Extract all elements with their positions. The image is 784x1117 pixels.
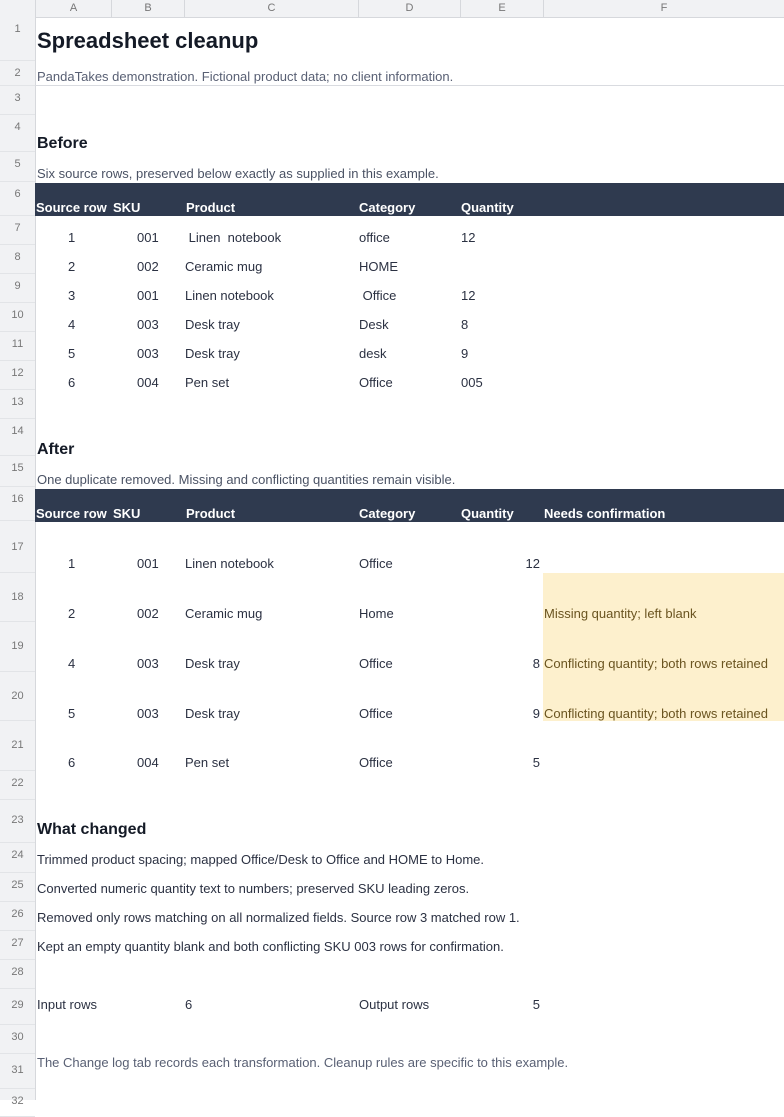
cell-sku[interactable]: 001 xyxy=(137,288,159,303)
row-header[interactable]: 17 xyxy=(0,521,35,573)
section-note-before[interactable]: Six source rows, preserved below exactly as supplied in this example. xyxy=(37,166,439,181)
row-header[interactable]: 2 xyxy=(0,61,35,86)
table-header-before xyxy=(35,183,784,216)
cell-quantity[interactable]: 5 xyxy=(532,755,540,770)
cell-category[interactable]: Home xyxy=(359,606,394,621)
cell-category[interactable]: Office xyxy=(359,288,397,303)
row-header[interactable]: 10 xyxy=(0,303,35,332)
row-header[interactable]: 1 xyxy=(0,17,35,61)
cell-quantity[interactable]: 12 xyxy=(525,556,540,571)
change-line[interactable]: Converted numeric quantity text to numbers; preserved SKU leading zeros. xyxy=(37,881,470,896)
cell-category[interactable]: Office xyxy=(359,556,393,571)
cell-source-row[interactable]: 3 xyxy=(68,288,76,303)
header-product[interactable]: Product xyxy=(186,200,236,215)
cell-quantity[interactable]: 12 xyxy=(461,230,476,245)
header-category[interactable]: Category xyxy=(359,200,416,215)
header-sku[interactable]: SKU xyxy=(113,506,141,521)
cell-source-row[interactable]: 5 xyxy=(68,346,76,361)
cell-product[interactable]: Desk tray xyxy=(185,706,240,721)
output-rows-value[interactable]: 5 xyxy=(532,997,540,1012)
row-header[interactable]: 31 xyxy=(0,1054,35,1089)
cell-source-row[interactable]: 4 xyxy=(68,656,76,671)
section-note-after[interactable]: One duplicate removed. Missing and conflicting quantities remain visible. xyxy=(37,472,456,487)
table-header-after xyxy=(35,489,784,522)
cell-quantity[interactable]: 9 xyxy=(532,706,540,721)
column-header-b[interactable]: B xyxy=(111,0,184,17)
column-header-e[interactable]: E xyxy=(460,0,543,17)
cell-product[interactable]: Desk tray xyxy=(185,317,240,332)
row-header[interactable]: 8 xyxy=(0,245,35,274)
cell-quantity[interactable]: 9 xyxy=(461,346,469,361)
cell-category[interactable]: Office xyxy=(359,706,393,721)
cell-source-row[interactable]: 1 xyxy=(68,230,76,245)
cell-source-row[interactable]: 1 xyxy=(68,556,76,571)
cell-sku[interactable]: 001 xyxy=(137,556,159,571)
cell-sku[interactable]: 002 xyxy=(137,259,159,274)
row-header[interactable]: 26 xyxy=(0,902,35,931)
cell-source-row[interactable]: 2 xyxy=(68,606,76,621)
cell-sku[interactable]: 004 xyxy=(137,755,159,770)
cell-source-row[interactable]: 6 xyxy=(68,375,76,390)
change-line[interactable]: Removed only rows matching on all normalized fields. Source row 3 matched row 1. xyxy=(37,910,520,925)
cell-category[interactable]: Office xyxy=(359,375,393,390)
input-rows-label[interactable]: Input rows xyxy=(37,997,97,1012)
header-source-row[interactable]: Source row xyxy=(36,200,107,215)
cell-category[interactable]: desk xyxy=(359,346,387,361)
row-header[interactable]: 11 xyxy=(0,332,35,361)
confirmation-highlight xyxy=(543,573,784,721)
cell-source-row[interactable]: 5 xyxy=(68,706,76,721)
cell-category[interactable]: Desk xyxy=(359,317,389,332)
title-divider xyxy=(35,85,784,86)
row-header[interactable]: 9 xyxy=(0,274,35,303)
cell-source-row[interactable]: 6 xyxy=(68,755,76,770)
cell-quantity[interactable]: 8 xyxy=(532,656,540,671)
section-heading-what-changed[interactable]: What changed xyxy=(37,821,147,838)
cell-needs-confirmation[interactable]: Conflicting quantity; both rows retained xyxy=(544,656,769,671)
cell-product[interactable]: Ceramic mug xyxy=(185,259,263,274)
cell-quantity[interactable]: 005 xyxy=(461,375,483,390)
row-header[interactable]: 3 xyxy=(0,86,35,115)
section-heading-after[interactable]: After xyxy=(37,441,75,458)
cell-product[interactable]: Linen notebook xyxy=(185,556,274,571)
header-quantity[interactable]: Quantity xyxy=(461,506,514,521)
row-header[interactable]: 27 xyxy=(0,931,35,960)
row-header[interactable]: 7 xyxy=(0,216,35,245)
column-header-c[interactable]: C xyxy=(184,0,358,17)
cell-product[interactable]: Desk tray xyxy=(185,346,240,361)
row-header[interactable]: 32 xyxy=(0,1089,35,1117)
header-sku[interactable]: SKU xyxy=(113,200,141,215)
cell-sku[interactable]: 004 xyxy=(137,375,159,390)
subtitle[interactable]: PandaTakes demonstration. Fictional product data; no client information. xyxy=(37,69,454,84)
header-needs-confirmation[interactable]: Needs confirmation xyxy=(544,506,666,521)
row-header[interactable]: 28 xyxy=(0,960,35,989)
cell-product[interactable]: Linen notebook xyxy=(185,288,274,303)
column-header-d[interactable]: D xyxy=(358,0,460,17)
cell-product[interactable]: Desk tray xyxy=(185,656,240,671)
cell-product[interactable]: Ceramic mug xyxy=(185,606,263,621)
change-line[interactable]: Kept an empty quantity blank and both conflicting SKU 003 rows for confirmation. xyxy=(37,939,504,954)
header-product[interactable]: Product xyxy=(186,506,236,521)
header-category[interactable]: Category xyxy=(359,506,416,521)
row-header[interactable]: 21 xyxy=(0,721,35,771)
header-quantity[interactable]: Quantity xyxy=(461,200,514,215)
cell-category[interactable]: Office xyxy=(359,656,393,671)
cell-sku[interactable]: 003 xyxy=(137,656,159,671)
row-header[interactable]: 25 xyxy=(0,873,35,902)
cell-quantity[interactable]: 12 xyxy=(461,288,476,303)
row-header-bar xyxy=(0,17,36,1107)
cell-quantity[interactable]: 8 xyxy=(461,317,469,332)
row-header[interactable]: 16 xyxy=(0,487,35,521)
row-header[interactable]: 15 xyxy=(0,456,35,487)
row-header[interactable]: 19 xyxy=(0,622,35,672)
row-header[interactable]: 13 xyxy=(0,390,35,419)
cell-sku[interactable]: 003 xyxy=(137,346,159,361)
row-header[interactable]: 12 xyxy=(0,361,35,390)
input-rows-value[interactable]: 6 xyxy=(185,997,193,1012)
cell-sku[interactable]: 003 xyxy=(137,317,159,332)
output-rows-label[interactable]: Output rows xyxy=(359,997,430,1012)
row-header[interactable]: 18 xyxy=(0,573,35,622)
row-header[interactable]: 20 xyxy=(0,672,35,721)
cell-source-row[interactable]: 2 xyxy=(68,259,76,274)
cell-needs-confirmation[interactable]: Missing quantity; left blank xyxy=(544,606,697,621)
cell-needs-confirmation[interactable]: Conflicting quantity; both rows retained xyxy=(544,706,769,721)
row-header[interactable]: 14 xyxy=(0,419,35,456)
row-header[interactable]: 5 xyxy=(0,152,35,182)
column-header-bar xyxy=(0,0,784,18)
row-header[interactable]: 30 xyxy=(0,1025,35,1054)
row-header[interactable]: 22 xyxy=(0,771,35,800)
cell-sku[interactable]: 002 xyxy=(137,606,159,621)
cell-category[interactable]: Office xyxy=(359,755,393,770)
row-header[interactable]: 29 xyxy=(0,989,35,1025)
cell-product[interactable]: Pen set xyxy=(185,375,230,390)
section-heading-before[interactable]: Before xyxy=(37,135,88,152)
row-header[interactable]: 24 xyxy=(0,843,35,873)
cell-product[interactable]: Linen notebook xyxy=(185,230,282,245)
page-title[interactable]: Spreadsheet cleanup xyxy=(37,28,259,53)
cell-category[interactable]: office xyxy=(359,230,390,245)
change-line[interactable]: Trimmed product spacing; mapped Office/Desk to Office and HOME to Home. xyxy=(37,852,485,867)
header-source-row[interactable]: Source row xyxy=(36,506,107,521)
cell-sku[interactable]: 003 xyxy=(137,706,159,721)
footer-note[interactable]: The Change log tab records each transformation. Cleanup rules are specific to this example. xyxy=(37,1055,569,1070)
row-header[interactable]: 4 xyxy=(0,115,35,152)
cell-product[interactable]: Pen set xyxy=(185,755,230,770)
cell-source-row[interactable]: 4 xyxy=(68,317,76,332)
column-header-f[interactable]: F xyxy=(543,0,784,17)
cell-category[interactable]: HOME xyxy=(359,259,398,274)
row-header[interactable]: 6 xyxy=(0,182,35,216)
column-header-a[interactable]: A xyxy=(35,0,111,17)
row-header[interactable]: 23 xyxy=(0,800,35,843)
cell-sku[interactable]: 001 xyxy=(137,230,159,245)
